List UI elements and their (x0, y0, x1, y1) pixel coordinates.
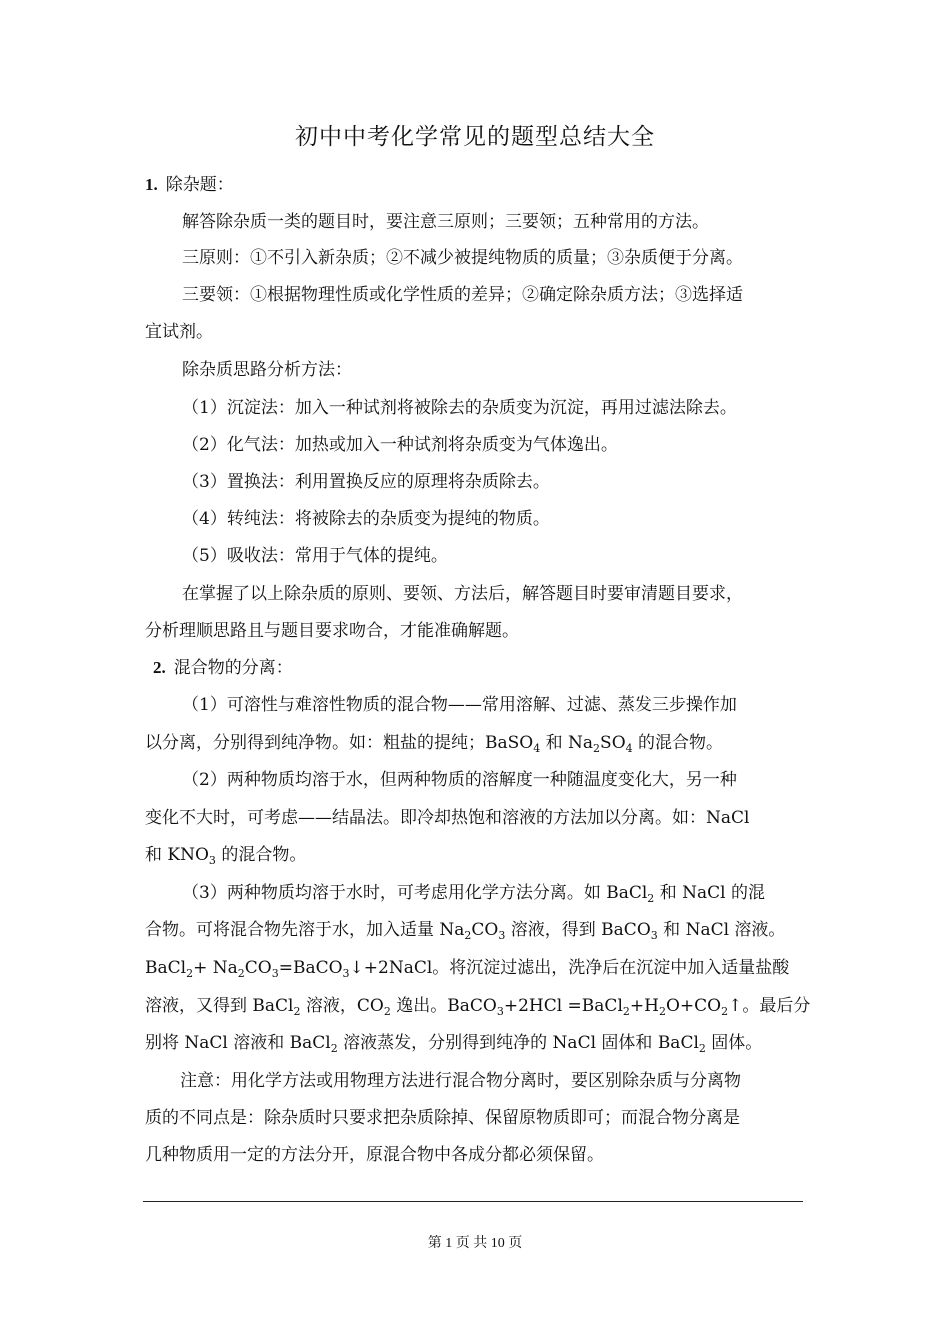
paragraph-line: （1）可溶性与难溶性物质的混合物——常用溶解、过滤、蒸发三步操作加 (182, 695, 737, 715)
note-line: 注意：用化学方法或用物理方法进行混合物分离时，要区别除杂质与分离物 (180, 1071, 741, 1091)
section-title: 混合物的分离： (173, 658, 293, 678)
footer-divider (143, 1201, 803, 1202)
method-item: （5）吸收法：常用于气体的提纯。 (182, 546, 448, 566)
paragraph-line: 以分离，分别得到纯净物。如：粗盐的提纯；BaSO$_4$ 和 $Na_2SO_4$ 的混合物。 (145, 733, 724, 755)
paragraph-line: 和 $KNO_3$ 的混合物。 (145, 845, 307, 867)
paragraph-line: 分析理顺思路且与题目要求吻合，才能准确解题。 (145, 621, 519, 641)
note-line: 几种物质用一定的方法分开，原混合物中各成分都必须保留。 (145, 1145, 604, 1165)
paragraph-line: 宜试剂。 (145, 322, 213, 342)
section-heading-1 (145, 173, 234, 197)
section-number: 2. (153, 658, 166, 677)
page-title: 初中中考化学常见的题型总结大全 (295, 124, 655, 150)
section-heading-2 (153, 656, 293, 680)
page-number: 第 1 页 共 10 页 (427, 1236, 523, 1251)
note-line: 质的不同点是：除杂质时只要求把杂质除掉、保留原物质即可；而混合物分离是 (145, 1108, 740, 1128)
paragraph-line: 变化不大时，可考虑——结晶法。即冷却热饱和溶液的方法加以分离。如：NaCl (145, 808, 750, 828)
paragraph-line: 在掌握了以上除杂质的原则、要领、方法后，解答题目时要审清题目要求， (182, 584, 743, 604)
paragraph-line: 别将 NaCl 溶液和 BaCl$_2$ 溶液蒸发，分别得到纯净的 NaCl 固体和 BaCl$_2$ 固体。 (145, 1033, 763, 1055)
paragraph-line: 三原则：①不引入新杂质；②不减少被提纯物质的质量；③杂质便于分离。 (182, 248, 743, 268)
paragraph-line: （3）两种物质均溶于水时，可考虑用化学方法分离。如 BaCl$_2$ 和 NaCl 的混 (182, 883, 765, 905)
method-item: （1）沉淀法：加入一种试剂将被除去的杂质变为沉淀，再用过滤法除去。 (182, 398, 737, 418)
paragraph-line: （2）两种物质均溶于水，但两种物质的溶解度一种随温度变化大，另一种 (182, 770, 737, 790)
paragraph-line: 除杂质思路分析方法： (182, 360, 352, 380)
section-number: 1. (145, 175, 158, 194)
paragraph-line: 合物。可将混合物先溶于水，加入适量 $Na_2CO_3$ 溶液，得到 BaCO$_3$ 和 NaCl 溶液。 (145, 920, 786, 942)
method-item: （4）转纯法：将被除去的杂质变为提纯的物质。 (182, 509, 550, 529)
section-title: 除杂题： (165, 175, 234, 195)
method-item: （3）置换法：利用置换反应的原理将杂质除去。 (182, 472, 550, 492)
paragraph-line: 解答除杂质一类的题目时，要注意三原则；三要领；五种常用的方法。 (182, 212, 709, 232)
chemical-equation-line: BaCl$_2$+ $Na_2CO_3=BaCO_3↓+2NaCl$。将沉淀过滤出，洗净后在沉淀中加入适量盐酸 (145, 958, 790, 980)
chemical-equation-line: 溶液，又得到 BaCl$_2$ 溶液，$CO_2$ 逸出。BaCO$_3$+2HCl $=BaCl_2+H_2O+CO_2↑$。最后分 (145, 996, 811, 1018)
method-item: （2）化气法：加热或加入一种试剂将杂质变为气体逸出。 (182, 435, 618, 455)
paragraph-line: 三要领：①根据物理性质或化学性质的差异；②确定除杂质方法；③选择适 (182, 285, 743, 305)
